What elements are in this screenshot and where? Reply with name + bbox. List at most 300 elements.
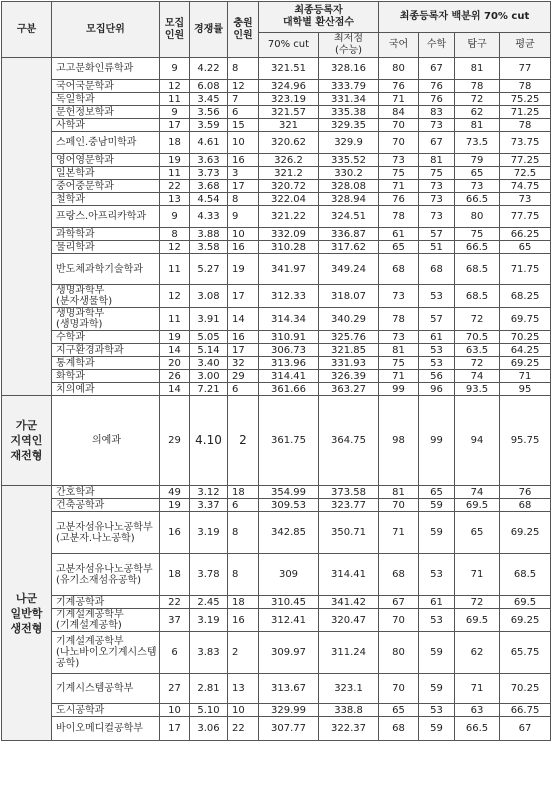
score-min-cell: 363.27	[319, 383, 379, 396]
table-row	[2, 206, 551, 228]
avg-cell: 71.75	[500, 254, 551, 285]
dept-name: 스페인.중남미학과	[52, 132, 160, 154]
avg-cell: 77.75	[500, 206, 551, 228]
kor-cell: 99	[379, 383, 419, 396]
math-cell: 68	[419, 254, 455, 285]
dept-name: 수학과	[52, 331, 160, 344]
dept-name: 간호학과	[52, 486, 160, 499]
table-body	[2, 58, 551, 741]
kor-cell: 76	[379, 80, 419, 93]
dept-name: 통계학과	[52, 357, 160, 370]
additional-cell: 22	[228, 717, 259, 741]
math-cell: 57	[419, 308, 455, 331]
score-70-cell: 329.99	[259, 704, 319, 717]
dept-name: 고분자섬유나노공학부(유기소재섬유공학)	[52, 554, 160, 596]
score-70-cell: 307.77	[259, 717, 319, 741]
table-row	[2, 308, 551, 331]
additional-cell: 17	[228, 180, 259, 193]
competition-cell: 3.08	[190, 285, 228, 308]
table-row	[2, 93, 551, 106]
additional-cell: 3	[228, 167, 259, 180]
score-min-cell: 323.1	[319, 674, 379, 704]
competition-cell: 3.59	[190, 119, 228, 132]
table-row	[2, 609, 551, 632]
math-cell: 59	[419, 512, 455, 554]
inquiry-cell: 74	[455, 370, 500, 383]
kor-cell: 81	[379, 486, 419, 499]
competition-cell: 3.00	[190, 370, 228, 383]
table-row	[2, 80, 551, 93]
table-row	[2, 704, 551, 717]
dept-name: 과학학과	[52, 228, 160, 241]
score-min-cell: 335.52	[319, 154, 379, 167]
kor-cell: 68	[379, 717, 419, 741]
kor-cell: 65	[379, 704, 419, 717]
competition-cell: 3.37	[190, 499, 228, 512]
additional-cell: 12	[228, 80, 259, 93]
additional-cell: 15	[228, 119, 259, 132]
kor-cell: 78	[379, 308, 419, 331]
competition-cell: 3.56	[190, 106, 228, 119]
math-cell: 73	[419, 119, 455, 132]
score-70-cell: 323.19	[259, 93, 319, 106]
score-min-cell: 328.08	[319, 180, 379, 193]
math-cell: 67	[419, 132, 455, 154]
math-cell: 83	[419, 106, 455, 119]
score-min-cell: 321.85	[319, 344, 379, 357]
score-min-cell: 320.47	[319, 609, 379, 632]
avg-cell: 71.25	[500, 106, 551, 119]
additional-cell: 29	[228, 370, 259, 383]
score-min-cell: 336.87	[319, 228, 379, 241]
competition-cell: 3.63	[190, 154, 228, 167]
quota-cell: 29	[160, 396, 190, 486]
math-cell: 99	[419, 396, 455, 486]
dept-name: 기계설계공학부 (기계설계공학)	[52, 609, 160, 632]
header-kor: 국어	[379, 33, 419, 58]
inquiry-cell: 69.5	[455, 609, 500, 632]
score-min-cell: 318.07	[319, 285, 379, 308]
quota-cell: 26	[160, 370, 190, 383]
quota-cell: 19	[160, 154, 190, 167]
dept-name: 치의예과	[52, 383, 160, 396]
additional-cell: 10	[228, 132, 259, 154]
table-row	[2, 370, 551, 383]
dept-name: 의예과	[52, 396, 160, 486]
quota-cell: 11	[160, 308, 190, 331]
avg-cell: 68.5	[500, 554, 551, 596]
table-row	[2, 512, 551, 554]
table-row	[2, 396, 551, 486]
additional-cell: 18	[228, 486, 259, 499]
score-min-cell: 341.42	[319, 596, 379, 609]
avg-cell: 95	[500, 383, 551, 396]
additional-cell: 7	[228, 93, 259, 106]
dept-name: 생명과학부 (생명과학)	[52, 308, 160, 331]
quota-cell: 11	[160, 254, 190, 285]
math-cell: 73	[419, 180, 455, 193]
additional-cell: 2	[228, 632, 259, 674]
competition-cell: 4.10	[190, 396, 228, 486]
math-cell: 53	[419, 357, 455, 370]
additional-cell: 19	[228, 254, 259, 285]
additional-cell: 8	[228, 512, 259, 554]
competition-cell: 3.40	[190, 357, 228, 370]
score-min-cell: 330.2	[319, 167, 379, 180]
table-row	[2, 717, 551, 741]
competition-cell: 3.19	[190, 512, 228, 554]
dept-name: 고분자섬유나노공학부 (고분자.나노공학)	[52, 512, 160, 554]
additional-cell: 2	[228, 396, 259, 486]
dept-name: 고고문화인류학과	[52, 58, 160, 80]
additional-cell: 16	[228, 331, 259, 344]
quota-cell: 6	[160, 632, 190, 674]
kor-cell: 71	[379, 93, 419, 106]
quota-cell: 22	[160, 596, 190, 609]
score-min-cell: 326.39	[319, 370, 379, 383]
score-70-cell: 321	[259, 119, 319, 132]
inquiry-cell: 81	[455, 119, 500, 132]
inquiry-cell: 80	[455, 206, 500, 228]
table-row	[2, 193, 551, 206]
score-min-cell: 331.34	[319, 93, 379, 106]
score-70-cell: 309	[259, 554, 319, 596]
inquiry-cell: 71	[455, 674, 500, 704]
math-cell: 53	[419, 704, 455, 717]
quota-cell: 14	[160, 344, 190, 357]
kor-cell: 84	[379, 106, 419, 119]
additional-cell: 16	[228, 241, 259, 254]
inquiry-cell: 93.5	[455, 383, 500, 396]
score-min-cell: 324.51	[319, 206, 379, 228]
additional-cell: 6	[228, 499, 259, 512]
score-min-cell: 373.58	[319, 486, 379, 499]
avg-cell: 73.75	[500, 132, 551, 154]
quota-cell: 12	[160, 80, 190, 93]
additional-cell: 6	[228, 383, 259, 396]
score-70-cell: 361.66	[259, 383, 319, 396]
competition-cell: 2.45	[190, 596, 228, 609]
math-cell: 59	[419, 499, 455, 512]
score-min-cell: 335.38	[319, 106, 379, 119]
score-min-cell: 333.79	[319, 80, 379, 93]
kor-cell: 71	[379, 370, 419, 383]
dept-name: 일본학과	[52, 167, 160, 180]
kor-cell: 80	[379, 632, 419, 674]
inquiry-cell: 74	[455, 486, 500, 499]
score-min-cell: 338.8	[319, 704, 379, 717]
score-70-cell: 309.97	[259, 632, 319, 674]
kor-cell: 75	[379, 167, 419, 180]
score-70-cell: 314.41	[259, 370, 319, 383]
quota-cell: 9	[160, 106, 190, 119]
math-cell: 96	[419, 383, 455, 396]
competition-cell: 3.83	[190, 632, 228, 674]
kor-cell: 70	[379, 119, 419, 132]
inquiry-cell: 62	[455, 632, 500, 674]
dept-name: 기계설계공학부 (나노바이오기계시스템공학)	[52, 632, 160, 674]
dept-name: 문헌정보학과	[52, 106, 160, 119]
additional-cell: 8	[228, 554, 259, 596]
dept-name: 중어중문학과	[52, 180, 160, 193]
kor-cell: 70	[379, 132, 419, 154]
header-competition: 경쟁률	[190, 2, 228, 58]
score-70-cell: 312.41	[259, 609, 319, 632]
inquiry-cell: 78	[455, 80, 500, 93]
kor-cell: 73	[379, 331, 419, 344]
score-min-cell: 329.35	[319, 119, 379, 132]
score-min-cell: 349.24	[319, 254, 379, 285]
quota-cell: 17	[160, 119, 190, 132]
avg-cell: 68.25	[500, 285, 551, 308]
competition-cell: 4.22	[190, 58, 228, 80]
score-70-cell: 312.33	[259, 285, 319, 308]
score-min-cell: 328.16	[319, 58, 379, 80]
additional-cell: 17	[228, 344, 259, 357]
score-70-cell: 324.96	[259, 80, 319, 93]
inquiry-cell: 68.5	[455, 285, 500, 308]
inquiry-cell: 73.5	[455, 132, 500, 154]
math-cell: 56	[419, 370, 455, 383]
score-70-cell: 320.62	[259, 132, 319, 154]
score-70-cell: 320.72	[259, 180, 319, 193]
table-row	[2, 554, 551, 596]
math-cell: 73	[419, 193, 455, 206]
table-row	[2, 486, 551, 499]
score-70-cell: 332.09	[259, 228, 319, 241]
additional-cell: 13	[228, 674, 259, 704]
kor-cell: 75	[379, 357, 419, 370]
competition-cell: 3.78	[190, 554, 228, 596]
avg-cell: 77	[500, 58, 551, 80]
math-cell: 65	[419, 486, 455, 499]
quota-cell: 20	[160, 357, 190, 370]
header-gubun: 구분	[2, 2, 52, 58]
dept-name: 국어국문학과	[52, 80, 160, 93]
avg-cell: 70.25	[500, 331, 551, 344]
additional-cell: 10	[228, 704, 259, 717]
kor-cell: 81	[379, 344, 419, 357]
table-row	[2, 132, 551, 154]
math-cell: 61	[419, 596, 455, 609]
competition-cell: 5.05	[190, 331, 228, 344]
dept-name: 프랑스.아프리카학과	[52, 206, 160, 228]
avg-cell: 78	[500, 80, 551, 93]
quota-cell: 9	[160, 58, 190, 80]
score-min-cell: 311.24	[319, 632, 379, 674]
dept-name: 물리학과	[52, 241, 160, 254]
score-70-cell: 314.34	[259, 308, 319, 331]
math-cell: 67	[419, 58, 455, 80]
avg-cell: 65.75	[500, 632, 551, 674]
score-70-cell: 313.67	[259, 674, 319, 704]
math-cell: 75	[419, 167, 455, 180]
quota-cell: 16	[160, 512, 190, 554]
score-70-cell: 321.57	[259, 106, 319, 119]
quota-cell: 22	[160, 180, 190, 193]
inquiry-cell: 79	[455, 154, 500, 167]
competition-cell: 5.10	[190, 704, 228, 717]
header-additional: 충원 인원	[228, 2, 259, 58]
avg-cell: 77.25	[500, 154, 551, 167]
dept-name: 기계공학과	[52, 596, 160, 609]
table-row	[2, 58, 551, 80]
table-row	[2, 632, 551, 674]
math-cell: 53	[419, 344, 455, 357]
quota-cell: 49	[160, 486, 190, 499]
quota-cell: 27	[160, 674, 190, 704]
score-70-cell: 342.85	[259, 512, 319, 554]
quota-cell: 19	[160, 499, 190, 512]
avg-cell: 71	[500, 370, 551, 383]
additional-cell: 10	[228, 228, 259, 241]
dept-name: 영어영문학과	[52, 154, 160, 167]
avg-cell: 68	[500, 499, 551, 512]
inquiry-cell: 65	[455, 167, 500, 180]
math-cell: 61	[419, 331, 455, 344]
inquiry-cell: 75	[455, 228, 500, 241]
table-row	[2, 344, 551, 357]
table-row	[2, 241, 551, 254]
competition-cell: 3.19	[190, 609, 228, 632]
math-cell: 53	[419, 285, 455, 308]
kor-cell: 71	[379, 180, 419, 193]
table-row	[2, 167, 551, 180]
math-cell: 53	[419, 554, 455, 596]
avg-cell: 66.25	[500, 228, 551, 241]
math-cell: 73	[419, 206, 455, 228]
table-row	[2, 106, 551, 119]
dept-name: 도시공학과	[52, 704, 160, 717]
dept-name: 화학과	[52, 370, 160, 383]
quota-cell: 12	[160, 285, 190, 308]
score-70-cell: 313.96	[259, 357, 319, 370]
table-row	[2, 180, 551, 193]
kor-cell: 68	[379, 554, 419, 596]
quota-cell: 18	[160, 554, 190, 596]
table-row	[2, 357, 551, 370]
additional-cell: 32	[228, 357, 259, 370]
math-cell: 57	[419, 228, 455, 241]
competition-cell: 3.12	[190, 486, 228, 499]
quota-cell: 10	[160, 704, 190, 717]
inquiry-cell: 63	[455, 704, 500, 717]
inquiry-cell: 68.5	[455, 254, 500, 285]
competition-cell: 4.33	[190, 206, 228, 228]
dept-name: 반도체과학기술학과	[52, 254, 160, 285]
score-min-cell: 317.62	[319, 241, 379, 254]
score-70-cell: 341.97	[259, 254, 319, 285]
additional-cell: 8	[228, 193, 259, 206]
score-70-cell: 306.73	[259, 344, 319, 357]
quota-cell: 18	[160, 132, 190, 154]
inquiry-cell: 72	[455, 596, 500, 609]
avg-cell: 64.25	[500, 344, 551, 357]
math-cell: 51	[419, 241, 455, 254]
score-70-cell: 310.45	[259, 596, 319, 609]
kor-cell: 70	[379, 674, 419, 704]
table-row	[2, 674, 551, 704]
score-70-cell: 321.51	[259, 58, 319, 80]
score-min-cell: 322.37	[319, 717, 379, 741]
quota-cell: 8	[160, 228, 190, 241]
score-min-cell: 314.41	[319, 554, 379, 596]
header-dept: 모집단위	[52, 2, 160, 58]
score-min-cell: 328.94	[319, 193, 379, 206]
inquiry-cell: 63.5	[455, 344, 500, 357]
kor-cell: 65	[379, 241, 419, 254]
kor-cell: 73	[379, 285, 419, 308]
table-row	[2, 596, 551, 609]
competition-cell: 3.73	[190, 167, 228, 180]
kor-cell: 98	[379, 396, 419, 486]
kor-cell: 78	[379, 206, 419, 228]
avg-cell: 66.75	[500, 704, 551, 717]
score-70-cell: 310.28	[259, 241, 319, 254]
quota-cell: 19	[160, 331, 190, 344]
inquiry-cell: 72	[455, 93, 500, 106]
inquiry-cell: 70.5	[455, 331, 500, 344]
quota-cell: 11	[160, 167, 190, 180]
competition-cell: 3.68	[190, 180, 228, 193]
table-row	[2, 228, 551, 241]
header-score-group: 최종등록자 대학별 환산점수	[259, 2, 379, 33]
score-min-cell: 350.71	[319, 512, 379, 554]
inquiry-cell: 62	[455, 106, 500, 119]
score-70-cell: 361.75	[259, 396, 319, 486]
quota-cell: 13	[160, 193, 190, 206]
math-cell: 81	[419, 154, 455, 167]
inquiry-cell: 66.5	[455, 193, 500, 206]
dept-name: 철학과	[52, 193, 160, 206]
competition-cell: 3.91	[190, 308, 228, 331]
table-row	[2, 499, 551, 512]
inquiry-cell: 66.5	[455, 241, 500, 254]
avg-cell: 72.5	[500, 167, 551, 180]
additional-cell: 6	[228, 106, 259, 119]
inquiry-cell: 94	[455, 396, 500, 486]
dept-name: 지구환경과학과	[52, 344, 160, 357]
header-avg: 평균	[500, 33, 551, 58]
score-70-cell: 322.04	[259, 193, 319, 206]
avg-cell: 65	[500, 241, 551, 254]
kor-cell: 76	[379, 193, 419, 206]
additional-cell: 17	[228, 285, 259, 308]
quota-cell: 14	[160, 383, 190, 396]
header-math: 수학	[419, 33, 455, 58]
header-score-min: 최저점 (수능)	[319, 33, 379, 58]
additional-cell: 16	[228, 609, 259, 632]
competition-cell: 3.88	[190, 228, 228, 241]
quota-cell: 11	[160, 93, 190, 106]
avg-cell: 70.25	[500, 674, 551, 704]
math-cell: 76	[419, 93, 455, 106]
additional-cell: 18	[228, 596, 259, 609]
avg-cell: 67	[500, 717, 551, 741]
dept-name: 사학과	[52, 119, 160, 132]
group-label: 가군 지역인 재전형	[2, 396, 52, 486]
group-label	[2, 58, 52, 396]
dept-name: 기계시스템공학부	[52, 674, 160, 704]
avg-cell: 74.75	[500, 180, 551, 193]
header-quota: 모집 인원	[160, 2, 190, 58]
table-row	[2, 119, 551, 132]
avg-cell: 69.5	[500, 596, 551, 609]
additional-cell: 16	[228, 154, 259, 167]
score-70-cell: 354.99	[259, 486, 319, 499]
kor-cell: 73	[379, 154, 419, 167]
competition-cell: 3.06	[190, 717, 228, 741]
